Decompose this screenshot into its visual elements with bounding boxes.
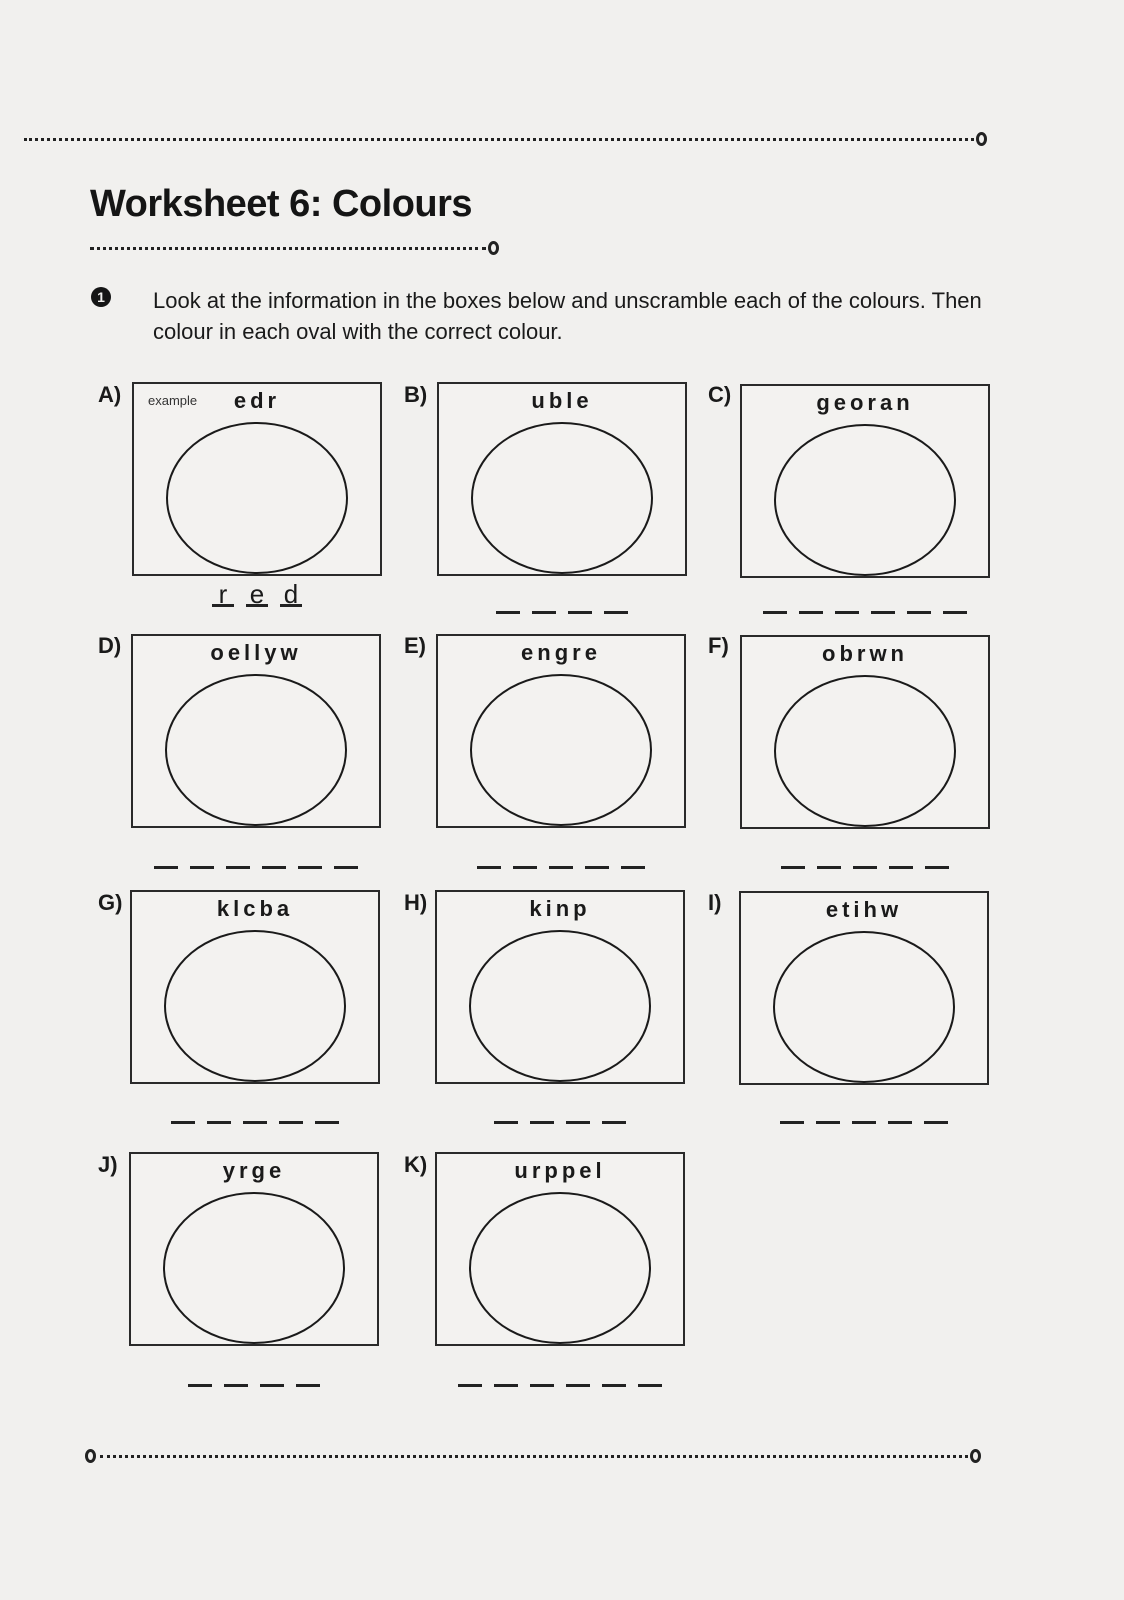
colour-oval[interactable] (164, 930, 346, 1082)
colour-oval[interactable] (470, 674, 652, 826)
title-underline-dotted-rule (90, 247, 486, 250)
answer-letter-blank[interactable] (513, 845, 537, 869)
answer-letter-blank[interactable] (780, 1100, 804, 1124)
answer-letter-blank[interactable] (207, 1100, 231, 1124)
answer-letter-blank[interactable] (477, 845, 501, 869)
colour-box-c (740, 384, 990, 578)
colour-box-i (739, 891, 989, 1085)
answer-blanks-k (435, 1363, 685, 1387)
answer-blanks-i (739, 1100, 989, 1124)
answer-letter-blank[interactable] (154, 845, 178, 869)
colour-box-a (132, 382, 382, 576)
answer-letter-blank[interactable] (171, 1100, 195, 1124)
question-number-badge: 1 (91, 287, 111, 307)
answer-letter-blank[interactable] (888, 1100, 912, 1124)
item-label-k: K) (404, 1152, 428, 1177)
answer-letter-blank[interactable] (638, 1363, 662, 1387)
answer-letter-blank[interactable] (889, 845, 913, 869)
answer-letter-blank: d (280, 583, 302, 607)
answer-letter-blank[interactable] (853, 845, 877, 869)
colour-box-b (437, 382, 687, 576)
colour-oval[interactable] (774, 675, 956, 827)
top-dotted-rule (24, 138, 974, 141)
colour-oval[interactable] (773, 931, 955, 1083)
scrambled-word: kinp (529, 896, 591, 921)
scrambled-word: obrwn (822, 641, 908, 666)
answer-letter-blank[interactable] (907, 590, 931, 614)
answer-letter-blank[interactable] (602, 1100, 626, 1124)
page-title: Worksheet 6: Colours (90, 183, 473, 225)
answer-letter-blank[interactable] (188, 1363, 212, 1387)
item-label-f: F) (708, 633, 729, 658)
answer-letter-blank[interactable] (568, 590, 592, 614)
colour-box-f (740, 635, 990, 829)
answer-letter-blank[interactable] (835, 590, 859, 614)
item-label-a: A) (98, 382, 122, 407)
colour-box-j (129, 1152, 379, 1346)
answer-letter-blank[interactable] (566, 1100, 590, 1124)
answer-letter-blank[interactable] (279, 1100, 303, 1124)
colour-oval[interactable] (166, 422, 348, 574)
answer-letter-blank[interactable] (852, 1100, 876, 1124)
colour-oval[interactable] (469, 930, 651, 1082)
colour-box-e (436, 634, 686, 828)
answer-blanks-d (131, 845, 381, 869)
answer-letter-blank[interactable] (604, 590, 628, 614)
title-rule-ring-icon (488, 241, 499, 255)
colour-box-k (435, 1152, 685, 1346)
answer-letter-blank[interactable] (298, 845, 322, 869)
instruction-text: Look at the information in the boxes below and unscramble each of the colours. Then colour in each oval with the correct colour. (153, 288, 982, 344)
scrambled-word: etihw (825, 897, 903, 922)
bottom-rule-right-ring-icon (970, 1449, 981, 1463)
answer-letter-blank[interactable] (224, 1363, 248, 1387)
answer-letter-blank[interactable] (566, 1363, 590, 1387)
colour-oval[interactable] (165, 674, 347, 826)
colour-box-h (435, 890, 685, 1084)
bottom-dotted-rule (100, 1455, 968, 1458)
answer-letter-blank[interactable] (530, 1100, 554, 1124)
item-label-d: D) (98, 633, 122, 658)
answer-letter-blank[interactable] (602, 1363, 626, 1387)
scrambled-word: klcba (216, 896, 294, 921)
answer-letter-blank[interactable] (496, 590, 520, 614)
colour-oval[interactable] (469, 1192, 651, 1344)
answer-blanks-b (437, 590, 687, 614)
item-label-i: I) (708, 890, 722, 915)
answer-blanks-h (435, 1100, 685, 1124)
colour-oval[interactable] (471, 422, 653, 574)
answer-letter-blank[interactable] (799, 590, 823, 614)
answer-letter-blank[interactable] (226, 845, 250, 869)
answer-letter-blank[interactable] (494, 1363, 518, 1387)
answer-letter-blank[interactable] (763, 590, 787, 614)
answer-letter-blank[interactable] (458, 1363, 482, 1387)
answer-letter-blank[interactable] (315, 1100, 339, 1124)
colour-oval[interactable] (774, 424, 956, 576)
top-rule-ring-icon (976, 132, 987, 146)
answer-letter-blank[interactable] (532, 590, 556, 614)
item-label-g: G) (98, 890, 123, 915)
item-label-b: B) (404, 382, 428, 407)
answer-letter-blank[interactable] (924, 1100, 948, 1124)
answer-letter-blank[interactable] (243, 1100, 267, 1124)
answer-letter-blank[interactable] (530, 1363, 554, 1387)
answer-letter-blank: r (212, 583, 234, 607)
scrambled-word: edr (233, 388, 281, 413)
scrambled-word: georan (816, 390, 914, 415)
answer-blanks-f (740, 845, 990, 869)
answer-letter-blank[interactable] (549, 845, 573, 869)
scrambled-word: urppel (514, 1158, 606, 1183)
answer-letter-blank[interactable] (925, 845, 949, 869)
scrambled-word: oellyw (210, 640, 302, 665)
scrambled-word: yrge (222, 1158, 286, 1183)
answer-letter-blank[interactable] (781, 845, 805, 869)
item-label-j: J) (98, 1152, 118, 1177)
answer-letter-blank[interactable] (260, 1363, 284, 1387)
answer-letter-blank[interactable] (334, 845, 358, 869)
answer-letter-blank[interactable] (871, 590, 895, 614)
answer-blanks-e (436, 845, 686, 869)
answer-letter-blank[interactable] (296, 1363, 320, 1387)
answer-letter-blank[interactable] (817, 845, 841, 869)
scrambled-word: engre (521, 640, 601, 665)
answer-blanks-j (129, 1363, 379, 1387)
answer-letter-blank[interactable] (262, 845, 286, 869)
colour-box-g (130, 890, 380, 1084)
answer-letter-blank[interactable] (190, 845, 214, 869)
answer-letter-blank[interactable] (494, 1100, 518, 1124)
answer-blanks-c (740, 590, 990, 614)
colour-box-d (131, 634, 381, 828)
answer-letter-blank[interactable] (585, 845, 609, 869)
answer-letter-blank[interactable] (621, 845, 645, 869)
answer-letter-blank: e (246, 583, 268, 607)
colour-oval[interactable] (163, 1192, 345, 1344)
answer-letter-blank[interactable] (816, 1100, 840, 1124)
answer-blanks-g (130, 1100, 380, 1124)
item-label-e: E) (404, 633, 426, 658)
answer-letter-blank[interactable] (943, 590, 967, 614)
scrambled-word: uble (531, 388, 593, 413)
example-tag: example (148, 393, 198, 408)
item-label-h: H) (404, 890, 428, 915)
item-label-c: C) (708, 382, 732, 407)
answer-blanks-a (132, 579, 382, 609)
bottom-rule-left-ring-icon (85, 1449, 96, 1463)
